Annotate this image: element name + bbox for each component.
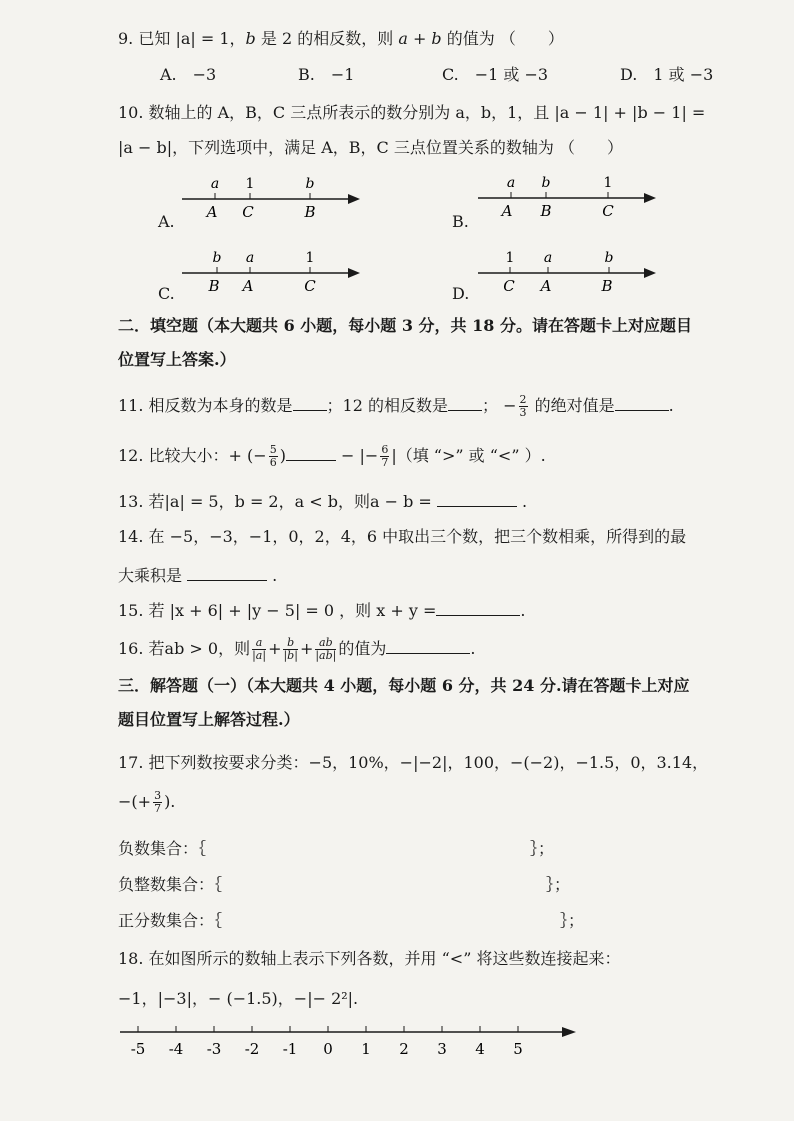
q17-negative-set-close: ｝； — [530, 839, 555, 858]
q17-fraction — [153, 790, 162, 815]
top-label: 1 — [245, 176, 255, 192]
q16-plus-2: + — [299, 639, 314, 658]
q10-axis-c — [180, 246, 370, 298]
q10-option-c-letter: C. — [158, 284, 175, 303]
q18-tick-label: 4 — [475, 1040, 485, 1058]
q18-tick-label: 2 — [399, 1040, 409, 1058]
q9-option-b: B. −1 — [298, 65, 355, 84]
q16-part2: 的值为 — [338, 639, 387, 658]
q13-text: 13. 若|a| = 5，b = 2，a < b，则a − b = — [118, 492, 437, 511]
q17-line2 — [118, 790, 175, 815]
bottom-label: B — [304, 203, 316, 221]
q12-part1: 12. 比较大小：+ (− — [118, 446, 267, 465]
q14-line2 — [118, 563, 277, 586]
q17-line2a: −(+ — [118, 792, 152, 811]
top-label: b — [212, 250, 222, 266]
top-label: a — [506, 175, 516, 191]
q12-fraction-2 — [380, 444, 389, 469]
q9-expr: a + b — [398, 29, 442, 48]
bottom-label: C — [503, 277, 515, 295]
q9-middle: 是 2 的相反数，则 — [255, 29, 399, 48]
q16-plus-1: + — [268, 639, 282, 658]
top-label: a — [245, 250, 255, 266]
q16-fraction-1 — [252, 637, 266, 662]
q16-f1-den: |a| — [252, 649, 267, 662]
q9-option-a: A. −3 — [160, 65, 217, 84]
q18-line2: −1，|−3|，− (−1.5)，−|− 2²|. — [118, 989, 359, 1008]
q13-end: . — [516, 492, 528, 511]
q17-positive-frac-set-label: 正分数集合：｛ — [118, 911, 223, 930]
bottom-label: C — [242, 203, 254, 221]
q16-f3-num: ab — [315, 637, 336, 650]
q9-option-c: C. −1 或 −3 — [442, 65, 549, 84]
axis-arrow — [644, 193, 656, 203]
q13 — [118, 489, 527, 512]
q18-number-line — [118, 1020, 588, 1064]
q10-axis-a — [180, 172, 370, 224]
q15 — [118, 598, 526, 621]
q16-f1-num: a — [252, 637, 266, 650]
q12 — [118, 443, 546, 469]
q14-line2-text: 大乘积是 — [118, 566, 188, 585]
axis-arrow — [348, 194, 360, 204]
top-label: b — [541, 175, 551, 191]
q16-f3-den: |ab| — [315, 649, 337, 662]
q18-tick-label: 0 — [323, 1040, 333, 1058]
section2-heading-line2: 位置写上答案.） — [118, 350, 236, 369]
top-label: b — [305, 176, 315, 192]
q11-end: . — [668, 396, 674, 415]
q17-negative-set-label: 负数集合：｛ — [118, 839, 207, 858]
q16-fraction-2 — [283, 637, 297, 662]
q18-line1: 18. 在如图所示的数轴上表示下列各数，并用 “<” 将这些数连接起来： — [118, 949, 621, 968]
q18-tick-label: -3 — [206, 1040, 222, 1058]
q18-tick-label: -1 — [282, 1040, 298, 1058]
bottom-label: A — [242, 277, 254, 295]
q10-option-a-letter: A. — [158, 212, 175, 231]
top-label: 1 — [305, 250, 315, 266]
q14-end: . — [267, 566, 278, 585]
q11-fraction — [519, 394, 528, 419]
q10-option-b-letter: B. — [452, 212, 469, 231]
q11-blank-1[interactable] — [293, 396, 327, 411]
q17-negative-int-set-close: ｝； — [546, 875, 571, 894]
q17-line1: 17. 把下列数按要求分类：−5，10%，−|−2|，100，−(−2)，−1.5，0，3.14， — [118, 753, 709, 772]
q17-line2b: ). — [164, 792, 176, 811]
q15-text: 15. 若 |x + 6| + |y − 5| = 0 ，则 x + y = — [118, 601, 437, 620]
bottom-label: A — [540, 277, 552, 295]
axis-arrow — [562, 1027, 576, 1037]
q12-frac1-num: 5 — [269, 443, 277, 456]
top-label: a — [543, 250, 553, 266]
q17-frac-den: 7 — [154, 802, 162, 815]
bottom-label: C — [602, 202, 614, 220]
q11-part1: 11. 相反数为本身的数是 — [118, 396, 293, 415]
q11-frac-den: 3 — [519, 406, 527, 419]
q9-stem — [118, 26, 564, 49]
q11-blank-2[interactable] — [448, 396, 482, 411]
q18-tick-label: -2 — [244, 1040, 260, 1058]
bottom-label: C — [304, 277, 316, 295]
q17-frac-num: 3 — [154, 789, 162, 802]
q18-tick-label: 1 — [361, 1040, 371, 1058]
q16 — [118, 636, 475, 662]
q17-positive-frac-set-close: ｝； — [560, 911, 585, 930]
q14-line1: 14. 在 −5，−3，−1，0，2，4，6 中取出三个数，把三个数相乘，所得到的最 — [118, 527, 687, 546]
q16-f2-den: |b| — [283, 649, 298, 662]
section3-heading-line1: 三．解答题（一）（本大题共 4 小题，每小题 6 分，共 24 分.请在答题卡上对应 — [118, 676, 690, 695]
top-label: a — [210, 176, 220, 192]
q14-blank[interactable] — [187, 566, 267, 581]
q12-blank[interactable] — [286, 446, 336, 461]
q10-axis-d — [476, 246, 666, 298]
q11 — [118, 393, 674, 419]
bottom-label: B — [540, 202, 552, 220]
bottom-label: A — [206, 203, 218, 221]
q11-part3: ； − — [482, 396, 517, 415]
q12-frac2-num: 6 — [381, 443, 389, 456]
q16-fraction-3 — [315, 637, 336, 662]
q15-blank[interactable] — [436, 601, 520, 616]
q11-part4: 的绝对值是 — [529, 396, 615, 415]
q10-line2: |a − b|，下列选项中，满足 A，B，C 三点位置关系的数轴为 （ ） — [118, 138, 623, 157]
q18-tick-label: -4 — [168, 1040, 184, 1058]
tick-group — [131, 1026, 523, 1058]
top-label: 1 — [603, 175, 613, 191]
q9-b: b — [245, 29, 256, 48]
q9-suffix: 的值为 （ ） — [441, 29, 564, 48]
q10-axis-b — [476, 172, 666, 224]
q18-tick-label: 3 — [437, 1040, 447, 1058]
q10-option-d-letter: D. — [452, 284, 470, 303]
top-label: b — [604, 250, 614, 266]
section2-heading-line1: 二．填空题（本大题共 6 小题，每小题 3 分，共 18 分。请在答题卡上对应题目 — [118, 316, 692, 335]
q9-prefix: 9. 已知 |a| = 1， — [118, 29, 246, 48]
q15-end: . — [520, 601, 526, 620]
q16-f2-num: b — [283, 637, 297, 650]
q17-negative-int-set-label: 负整数集合：｛ — [118, 875, 223, 894]
q9-option-d: D. 1 或 −3 — [620, 65, 714, 84]
q18-tick-label: 5 — [513, 1040, 523, 1058]
axis-arrow — [348, 268, 360, 278]
bottom-label: B — [601, 277, 613, 295]
q12-part3: − |− — [335, 446, 379, 465]
bottom-label: B — [208, 277, 220, 295]
q12-frac2-den: 7 — [381, 456, 389, 469]
q16-blank[interactable] — [386, 639, 470, 654]
q11-blank-3[interactable] — [615, 396, 669, 411]
top-label: 1 — [505, 250, 515, 266]
q13-blank[interactable] — [437, 492, 517, 507]
q10-line1: 10. 数轴上的 A，B，C 三点所表示的数分别为 a，b，1，且 |a − 1| + |b − 1| = — [118, 103, 706, 122]
q11-part2: ；12 的相反数是 — [326, 396, 448, 415]
bottom-label: A — [501, 202, 513, 220]
q11-frac-num: 2 — [519, 393, 527, 406]
q12-fraction-1 — [269, 444, 278, 469]
q16-end: . — [470, 639, 476, 658]
q12-part2: ) — [279, 446, 286, 465]
q16-part1: 16. 若ab > 0，则 — [118, 639, 251, 658]
q12-part4: |（填 “>” 或 “<” ）. — [391, 446, 546, 465]
q18-tick-label: -5 — [130, 1040, 146, 1058]
q12-frac1-den: 6 — [269, 456, 277, 469]
section3-heading-line2: 题目位置写上解答过程.） — [118, 710, 300, 729]
axis-arrow — [644, 268, 656, 278]
